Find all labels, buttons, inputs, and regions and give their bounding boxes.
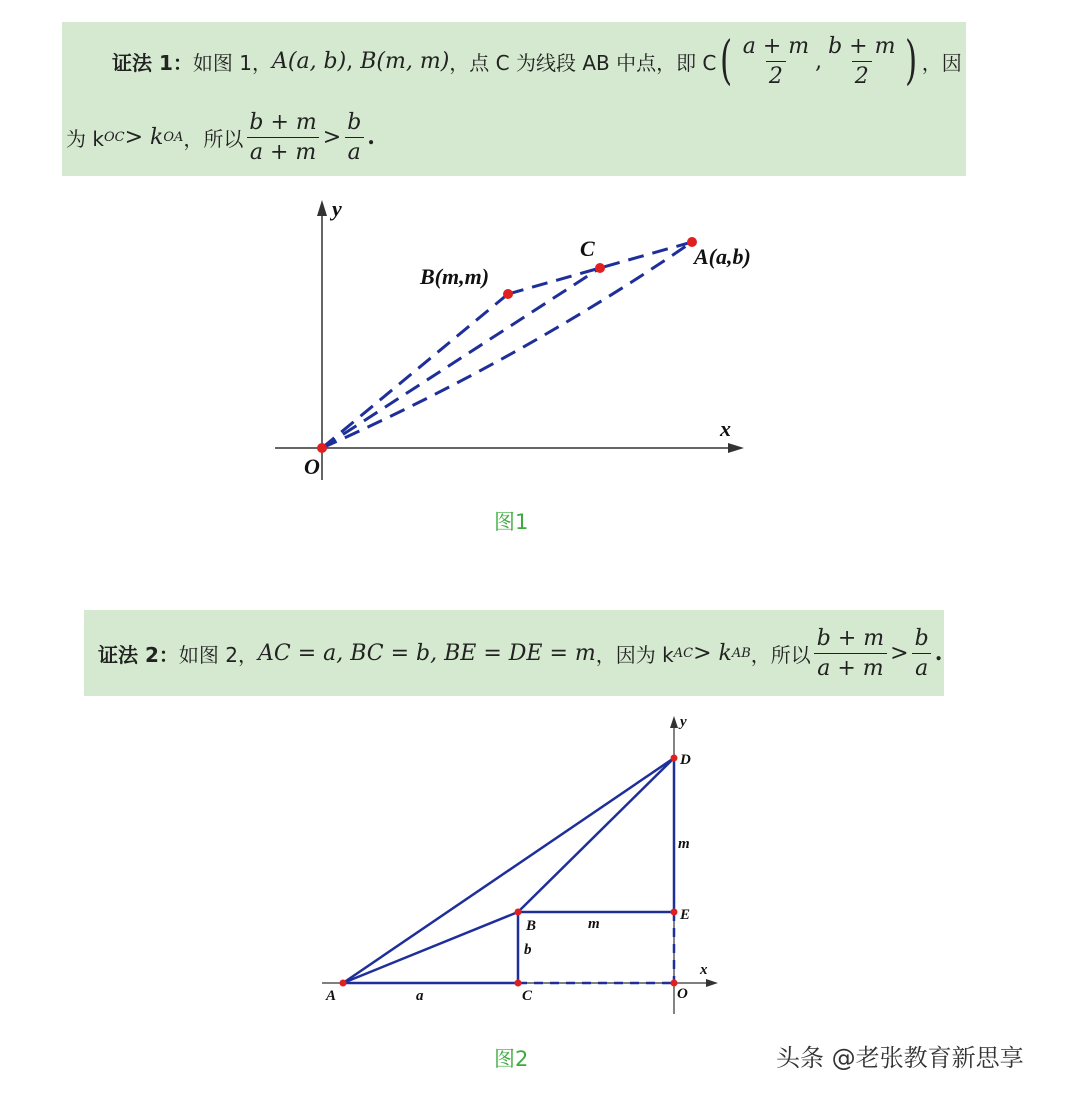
point-c2 bbox=[515, 980, 522, 987]
proof2-label: 证法 2： bbox=[98, 642, 179, 667]
proof2-conclusion-right: $\frac{b}{a}$ bbox=[912, 626, 932, 681]
point-a-expr: A(a, b) bbox=[271, 48, 347, 74]
proof2-equations: AC = a, BC = b, BE = DE = m bbox=[257, 640, 596, 666]
proof1-mid-text: ，点 C 为线段 AB 中点，即 C bbox=[449, 50, 717, 75]
figure2-label-m-vertical: m bbox=[678, 836, 690, 852]
figure2-label-b-length: b bbox=[524, 942, 532, 958]
figure2-label-y: y bbox=[680, 714, 687, 730]
point-e bbox=[671, 909, 678, 916]
proof1-conclusion-left: $\frac{b + m}{a + m}$ bbox=[246, 110, 319, 165]
figure2-label-x: x bbox=[700, 962, 708, 978]
proof1-intro: 如图 1， bbox=[192, 50, 272, 75]
figure2-label-e: E bbox=[680, 907, 691, 923]
figure2-label-m-horizontal: m bbox=[588, 916, 600, 932]
figure2-label-c: C bbox=[522, 988, 533, 1004]
figure1-label-c: C bbox=[580, 236, 595, 261]
figure1-label-y: y bbox=[332, 196, 342, 221]
point-b-expr: B(m, m) bbox=[360, 48, 450, 74]
figure2-caption: 图2 bbox=[494, 1047, 529, 1071]
point-b2 bbox=[515, 909, 522, 916]
segment-ad bbox=[343, 758, 674, 983]
watermark-text: 头条 @老张教育新思享 bbox=[776, 1044, 1024, 1072]
figure1-label-o: O bbox=[304, 454, 320, 479]
point-a2 bbox=[340, 980, 347, 987]
midpoint-y-fraction: $\frac{b + m}{2}$ bbox=[828, 33, 896, 89]
figure1-label-a: A(a,b) bbox=[694, 244, 751, 269]
figure1-label-x: x bbox=[720, 416, 731, 441]
figure1-label-b: B(m,m) bbox=[420, 264, 490, 289]
proof1-line1: 证法 1： 如图 1， A(a, b) , B(m, m) ，点 C 为线段 AB 中点，即 C ( $\frac{a + m}{2}$ , $\frac{b + m}{2}$ ) ，因 bbox=[112, 31, 962, 91]
figure2-label-b: B bbox=[526, 918, 537, 934]
proof2-conclusion-left: $\frac{b + m}{a + m}$ bbox=[814, 626, 887, 681]
proof1-tail: ，因 bbox=[921, 50, 962, 75]
figure2-label-a-length: a bbox=[416, 988, 424, 1004]
point-d bbox=[671, 755, 678, 762]
segment-bd bbox=[518, 758, 674, 912]
proof1-conclusion-right: $\frac{b}{a}$ bbox=[344, 110, 364, 165]
figure2-label-d: D bbox=[680, 752, 691, 768]
proof1-line2: 为 k OC > k OA ，所以 $\frac{b + m}{a + m}$ > $\frac{b}{a}$ . bbox=[66, 109, 375, 165]
midpoint-x-fraction: $\frac{a + m}{2}$ bbox=[742, 33, 810, 89]
figure2-label-o: O bbox=[677, 986, 688, 1002]
figure1-caption: 图1 bbox=[494, 510, 529, 534]
figure2-label-a: A bbox=[326, 988, 337, 1004]
proof2-line: 证法 2： 如图 2， AC = a, BC = b, BE = DE = m ，因为 k AC > k AB ，所以 $\frac{b + m}{a + m}$ > $\frac{b}{a}$ . bbox=[98, 625, 943, 681]
proof1-label: 证法 1： bbox=[112, 50, 193, 75]
